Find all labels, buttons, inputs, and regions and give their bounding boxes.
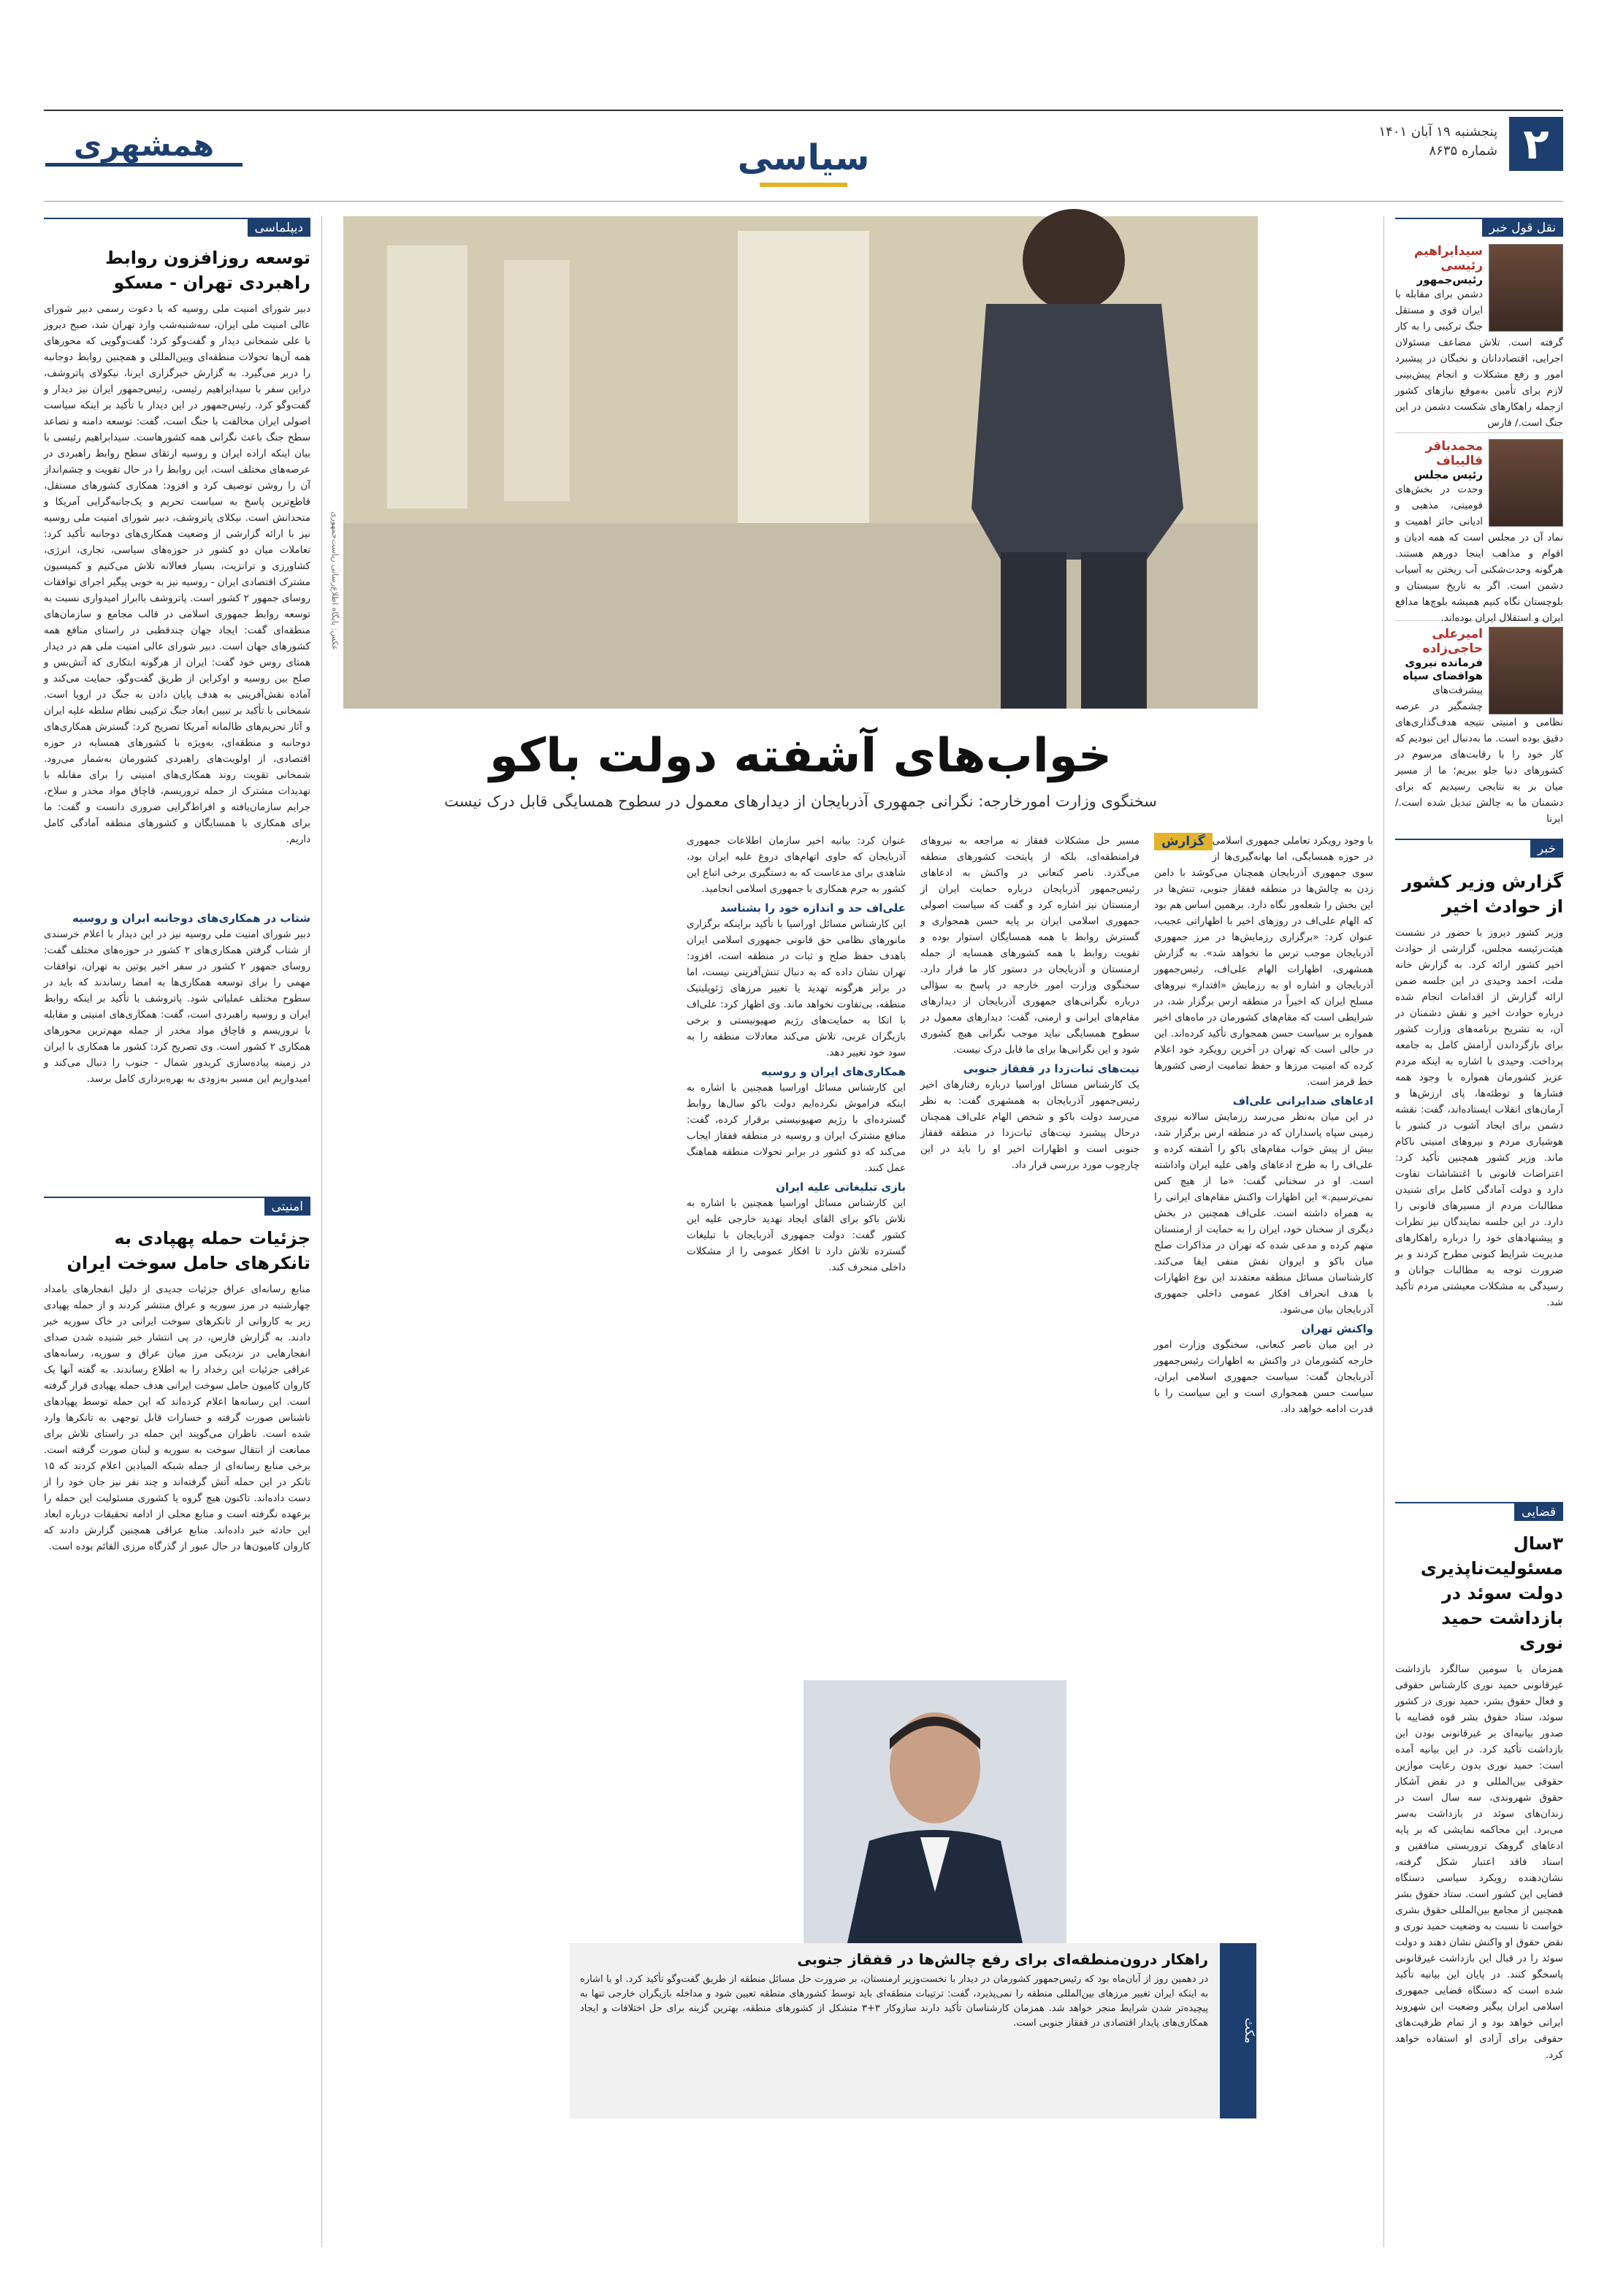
divider — [1395, 432, 1563, 433]
judicial-tag: قضایی — [1514, 1503, 1563, 1521]
main-subtitle: سخنگوی وزارت امورخارجه: نگرانی جمهوری آذربایجان از دیدارهای معمول در سطوح همسایگی قابل درک نیست — [444, 793, 1157, 810]
portrait-avatar — [1489, 627, 1563, 714]
header-bottom-rule — [44, 201, 1563, 202]
col1c-body: در این میان ناصر کنعانی، سخنگوی وزارت امور خارجه کشورمان در واکنش به اظهارات رئیس‌جمهور آذربایجان گفت: سیاست جمهوری اسلامی ایران، سیاست حسن همجواری است و این سیاست را با قدرت ادامه خواهد داد. — [1154, 1339, 1373, 1415]
judicial-title: ۳سال مسئولیت‌ناپذیری دولت سوئد در بازداشت حمید نوری — [1420, 1533, 1563, 1653]
main-headline: خواب‌های آشفته دولت باکو — [489, 729, 1112, 783]
col3-body: عنوان کرد: بیانیه اخیر سازمان اطلاعات جمهوری آذربایجان که حاوی اتهام‌های دروغ علیه ایران بود، شاهدی برای مدعاست که به دستگیری برخی اتباع این کشور به جرم همکاری با جمهوری اسلامی انجامید. — [687, 835, 906, 895]
quote-name: سیدابراهیم رئیسی — [1413, 244, 1483, 273]
news-body: وزیر کشور دیروز با حضور در نشست هیئت‌رئیسه مجلس، گزارشی از حوادث اخیر کشور ارائه کرد. به گزارش خانه ملت، احمد وحیدی در این جلسه ضمن ارائه گزارش از اقدامات انجام شده درباره حوادث اخیر و نقش دشمنان در آن، به تشریح برنامه‌های وزارت کشور برای بازگرداندن آرامش کامل به جامعه پرداخت. وحیدی با اشاره به اینکه مردم عزیز کشورمان همواره با وجود همه فشارها و توطئه‌ها، پای ارزش‌ها و آرمان‌های انقلاب ایستاده‌اند، گفت: نقشه دشمن برای ایجاد آشوب در کشور با هوشیاری مردم و نیروهای امنیتی ناکام ماند. وزیر کشور همچنین تأکید کرد: اعتراضات قانونی با اغتشاشات تفاوت دارد و دولت آمادگی کامل برای شنیدن مطالبات مردم از مسیرهای قانونی را دارد. در این جلسه نمایندگان نیز نظرات و پیشنهادهای خود را درباره راهکارهای مدیریت شرایط کنونی مطرح کردند و بر ضرورت توجه به مطالبات جوانان و رسیدگی به مشکلات معیشتی مردم تأکید شد. — [1395, 927, 1563, 1308]
inset-box — [570, 1943, 1256, 2118]
center-col-1 — [1154, 833, 1373, 1856]
portrait-avatar — [1489, 244, 1563, 332]
col3c-body: این کارشناس مسائل اوراسیا همچنین با اشاره به اینکه فراموش نکرده‌ایم دولت باکو سال‌ها روابط گسترده‌ای با رژیم صهیونیستی برقرار کرده، گفت: منافع مشترک ایران و روسیه در منطقه قفقاز ایجاب می‌کند که دو کشور در برابر تحولات منطقه هماهنگ عمل کنند. — [687, 1082, 906, 1174]
column-divider — [321, 216, 322, 2247]
photo-illustration-icon — [343, 216, 1258, 709]
inset-title: راهکار درون‌منطقه‌ای برای رفع چالش‌ها در قفقاز جنوبی — [797, 1950, 1208, 1968]
section-title: سیاسی — [737, 137, 870, 178]
subheading-claims: ادعاهای ضدایرانی علی‌اف — [1232, 1094, 1373, 1107]
security-tag: امنیتی — [264, 1198, 310, 1216]
quote-3 — [1395, 627, 1563, 825]
col1-body: با وجود رویکرد تعاملی جمهوری اسلامی در حوزه همسایگی، اما بهانه‌گیری‌ها از سوی جمهوری آذربایجان همچنان می‌کوشد با دامن زدن به چالش‌ها در منطقه قفقاز جنوبی، تنش‌ها در این بخش را شعله‌ور نگاه دارد. برهمین اساس هم بود که الهام علی‌اف در روزهای اخیر با اظهاراتی عجیب، عنوان کرد: «برگزاری رزمایش‌ها در مرز جمهوری آذربایجان موجب ترس ما نخواهد شد». به گزارش همشهری، اظهارات الهام علی‌اف، رئیس‌جمهور آذربایجان و اشاره او به رزمایش «اقتدار» نیروهای مسلح ایران که اخیراً در منطقه ارس برگزار شد، در شرایطی است که مقام‌های کشورمان در ماه‌های اخیر همواره بر سیاست حسن همجواری تأکید کرده‌اند. این در حالی است که تهران در آخرین رویکرد خود اعلام کرده که امنیت مرزها و حفظ تمامیت ارضی کشورها خط قرمز است. — [1154, 835, 1373, 1088]
col3d-body: این کارشناس مسائل اوراسیا همچنین با اشاره به تلاش باکو برای القای ایجاد تهدید خارجی علیه این کشور گفت: دولت جمهوری آذربایجان با تبلیغات گسترده تلاش دارد تا افکار عمومی را از مشکلات داخلی منحرف کند. — [687, 1197, 906, 1273]
report-tag: گزارش — [1154, 833, 1213, 850]
issue-date: پنجشنبه ۱۹ آبان ۱۴۰۱ — [1378, 124, 1497, 140]
judicial-section — [1395, 1502, 1563, 2070]
left-column — [44, 218, 310, 2114]
quote-1 — [1395, 244, 1563, 427]
paper-name: همشهری — [73, 127, 215, 163]
security-body: منابع رسانه‌ای عراق جزئیات جدیدی از دلیل انفجارهای بامداد چهارشنبه در مرز سوریه و عراق منتشر کردند و از حمله پهپادی زیر به کاروانی از تانکرهای سوخت ایرانی در خاک سوریه خبر دادند. به گزارش فارس، در پی انتشار خبر شنیده شدن صدای انفجارهایی در نزدیکی مرز میان عراق و سوریه، رسانه‌های عراقی جزئیات این رخداد را به اطلاع رساندند. به گفته آنها یک کاروان کامیون حامل سوخت ایرانی هدف حمله پهپادی قرار گرفته است. این رسانه‌ها اعلام کرده‌اند که این حمله توسط پهپادهای ناشناس صورت گرفته و خسارات قابل توجهی به تانکرها وارد شده است. ناظران می‌گویند این حمله در راستای تلاش برای ممانعت از انتقال سوخت به سوریه و لبنان صورت گرفته است. برخی منابع رسانه‌ای از جمله شبکه المیادین اعلام کردند که ۱۵ تانکر در این حمله آتش گرفته‌اند و چند نفر نیز جان خود را از دست داده‌اند. تاکنون هیچ گروه یا کشوری مسئولیت این حمله را برعهده نگرفته است و منابع محلی از ادامه تحقیقات درباره ابعاد این حادثه خبر داده‌اند. منابع عراقی همچنین گزارش دادند که کاروان کامیون‌ها در حال عبور از گذرگاه مرزی القائم بوده است. — [44, 1284, 310, 1552]
col1b-body: در این میان به‌نظر می‌رسد رزمایش سالانه نیروی زمینی سپاه پاسداران که در منطقه ارس برگزار شد، بیش از پیش خواب مقام‌های باکو را آشفته کرده و علی‌اف را به طرح ادعاهای واهی علیه ایران واداشته است. او در سخنانی گفت: «ما از هیچ کس نمی‌ترسیم.» این اظهارات واکنش مقام‌های ایرانی را به همراه داشته است. علی‌اف همچنین در بخش دیگری از سخنان خود، ایران را به حمایت از ارمنستان متهم کرده و مدعی شده که تهران در مذاکرات صلح میان باکو و ایروان نقش منفی ایفا می‌کند. کارشناسان مسائل منطقه معتقدند این نوع اظهارات با هدف انحراف افکار عمومی داخلی جمهوری آذربایجان بیان می‌شود. — [1154, 1111, 1373, 1316]
news-tag: خبر — [1530, 840, 1563, 858]
subheading-limits: علی‌اف حد و اندازه خود را بشناسد — [719, 901, 906, 915]
photo-caption: عکس: پایگاه اطلاع‌رسانی ریاست‌جمهوری — [330, 511, 340, 651]
center-col-2 — [920, 833, 1140, 1666]
spokesperson-photo — [804, 1680, 1066, 1943]
col2-body: مسیر حل مشکلات قفقاز نه مراجعه به نیروهای فرامنطقه‌ای، بلکه از پایتخت کشورهای منطقه می‌گذرد. ناصر کنعانی در واکنش به ادعاهای رئیس‌جمهور آذربایجان درباره حمایت ایران از ارمنستان نیز اشاره کرد و گفت که سیاست اصولی جمهوری اسلامی ایران بر پایه حسن همجواری و گسترش روابط با همه همسایگان استوار بوده و تقویت روابط با همه کشورهای همسایه از جمله ارمنستان و آذربایجان در دستور کار ما قرار دارد. سخنگوی وزارت امور خارجه در پاسخ به سؤالی درباره نگرانی‌های جمهوری آذربایجان از دیدارهای مقام‌های ایرانی و ارمنی، گفت: دیدارهای معمول در سطوح همسایگی نباید موجب نگرانی هیچ کشوری شود و این نگرانی‌ها برای ما قابل درک نیست. — [920, 835, 1140, 1056]
col2b-body: یک کارشناس مسائل اوراسیا درباره رفتارهای اخیر رئیس‌جمهور آذربایجان به همشهری گفت: به نظر می‌رسد دولت باکو و شخص الهام علی‌اف همچنان درحال پیشبرد نیت‌های ثبات‌زدا در منطقه قفقاز جنوبی است و اظهارات اخیر او را باید در این چارچوب مورد بررسی قرار داد. — [920, 1079, 1140, 1171]
quote-name: امیرعلی حاجی‌زاده — [1422, 627, 1483, 656]
news-title: گزارش وزیر کشور از حوادث اخیر — [1402, 872, 1563, 917]
security-title: جزئیات حمله پهپادی به تانکرهای حامل سوخت ایران — [66, 1228, 310, 1273]
subheading-tehran-reaction: واکنش تهران — [1301, 1322, 1373, 1335]
diplomacy-tail: دبیر شورای امنیت ملی روسیه نیز در این دیدار با اعلام خرسندی از شتاب گرفتن همکاری‌های ۲ کشور در حوزه‌های مختلف گفت: روسای جمهور ۲ کشور در سفر اخیر پوتین به تهران، توافقات مهمی را برای توسعه همکاری‌ها به امضا رساندند که باید در سطوح مختلف عملیاتی شود. پاتروشف با تأکید بر اینکه روابط ایران و روسیه راهبردی است، گفت: همکاری‌های امنیتی و مقابله با تروریسم و قاچاق مواد مخدر از جمله مهم‌ترین محورهای همکاری ۲ کشور است. وی تصریح کرد: کشور ما همکاری با ایران در زمینه پیاده‌سازی کریدور شمال - جنوب را دنبال می‌کند و امیدواریم این مسیر به‌زودی به بهره‌برداری کامل برسد. — [44, 928, 310, 1085]
paper-logo-icon — [45, 121, 243, 172]
quote-role: فرمانده نیروی هوافضای سپاه — [1402, 656, 1483, 682]
quote-name: محمدباقر قالیباف — [1425, 439, 1483, 468]
issue-number: شماره ۸۶۳۵ — [1429, 143, 1497, 159]
subheading-propaganda: بازی تبلیغاتی علیه ایران — [776, 1181, 906, 1194]
page-number: ۲ — [1509, 117, 1563, 171]
spokesperson-illustration-icon — [804, 1680, 1066, 1943]
portrait-avatar — [1489, 439, 1563, 527]
quote-text: پیشرفت‌های چشمگیر در عرصه نظامی و امنیتی نتیجه هدف‌گذاری‌های دقیق بوده است. ما به‌دنبال این نبودیم که کار خود را با رقابت‌های مرسوم در کشورهای دنیا جلو ببریم؛ ما از مسیر میان بر به نتایجی رسیدیم که برای دشمنان ما به چالش تبدیل شده است./ ایرنا — [1395, 684, 1563, 825]
inset-body: در دهمین روز از آبان‌ماه بود که رئیس‌جمهور کشورمان در دیدار با نخست‌وزیر ارمنستان، بر ضرورت حل مسائل منطقه از طریق گفت‌وگو تأکید کرد. او با اشاره به اینکه ایران تغییر مرزهای بین‌المللی منطقه را نمی‌پذیرد، گفت: ترتیبات منطقه‌ای باید توسط کشورهای منطقه تعیین شود و مداخله بازیگران خارجی تنها به پیچیده‌تر شدن شرایط منجر خواهد شد. همزمان کارشناسان تأکید دارند سازوکار ۳+۳ متشکل از کشورهای منطقه، بهترین گزینه برای حل اختلافات و ایجاد همکاری‌های پایدار اقتصادی در قفقاز جنوبی است. — [580, 1974, 1209, 2029]
diplomacy-subheading: شتاب در همکاری‌های دوجانبه ایران و روسیه — [72, 912, 310, 925]
quote-text: دشمن برای مقابله با ایران قوی و مستقل جنگ ترکیبی را به کار گرفته است. تلاش مضاعف مسئولان اجرایی، اقتصاددانان و نخبگان در پیشبرد امور و رفع مشکلات و انجام پیش‌بینی لازم برای تأمین به‌موقع نیازهای کشور ازجمله راهکارهای شکست دشمن در این جنگ است./ فارس — [1395, 289, 1563, 429]
right-column — [1395, 218, 1563, 2070]
date-block — [1378, 123, 1497, 161]
quote-2 — [1395, 439, 1563, 624]
inset-tag: مکث — [1220, 1943, 1256, 2118]
diplomacy-tag: دیپلماسی — [248, 219, 310, 237]
news-section — [1395, 839, 1563, 1480]
quotes-tag: نقل قول خبر — [1482, 219, 1563, 237]
quote-text: وحدت در بخش‌های قومیتی، مذهبی و ادیانی حائز اهمیت و نماد آن در مجلس است که همه ادیان و اقوام و مذاهب اینجا دورهم هستند. هرگونه وحدت‌شکنی آب ریختن به آسیاب دشمن است. اگر به تاریخ سیستان و بلوچستان نگاه کنیم همیشه بلوچ‌ها مدافع ایران و استقلال ایران بوده‌اند. — [1395, 484, 1563, 624]
header-top-rule — [44, 110, 1563, 111]
quote-role: رئیس مجلس — [1413, 468, 1483, 481]
main-photo — [343, 216, 1258, 709]
section-underline — [760, 183, 847, 187]
quote-role: رئیس‌جمهور — [1416, 273, 1483, 286]
diplomacy-body: دبیر شورای امنیت ملی روسیه که با دعوت رسمی دبیر شورای عالی امنیت ملی ایران، سه‌شنبه‌شب وارد تهران شد، صبح دیروز با علی شمخانی دیدار و گفت‌وگو کرد؛ گفت‌وگویی که محورهای همه آن‌ها تحولات منطقه‌ای وبین‌المللی و همچنین روابط دوجانبه را دربر می‌گیرد. به گزارش خبرگزاری ایرنا، نیکولای پاتروشف، دراین سفر با سیدابراهیم رئیسی، رئیس‌جمهور ایران نیز دیدار و گفت‌وگو کرد. رئیس‌جمهور در این دیدار با تأکید بر اینکه سیاست اصولی ایران مخالفت با جنگ است، گفت: توسعه دامنه و تصاعد سطح جنگ باعث نگرانی همه کشورهاست. سیدابراهیم رئیسی با بیان اینکه اراده ایران و روسیه ارتقای سطح روابط راهبردی در عرصه‌های مختلف است، این روابط را در حال تقویت و چشم‌انداز آن را روشن توصیف کرد و افزود: همکاری کشورهای مستقل، قاطع‌ترین پاسخ به سیاست تحریم و یک‌جانبه‌گرایی آمریکا و متحدانش است. نیکلای پاتروشف، دبیر شورای امنیت ملی روسیه نیز با ارائه گزارشی از وضعیت همکاری‌های دوجانبه تأکید کرد: تعاملات میان دو کشور در حوزه‌های سیاسی، تجاری، انرژی، کشاورزی و ترانزیت، بسیار فعالانه تلاش می‌کنیم و کمیسیون مشترک اقتصادی ایران - روسیه نیز به خوبی پیگیر اجرای توافقات روسای جمهور ۲ کشور است. پاتروشف باابراز امیدواری نسبت به توسعه روابط جمهوری اسلامی در قالب مجامع و سازمان‌های منطقه‌ای گفت: ایجاد جهان چندقطبی در راستای منافع همه کشورهای جهان است. دبیر شورای عالی امنیت ملی هم در دیدار همتای روس خود گفت: ایران از هرگونه ابتکاری که آتش‌بس و صلح بین روسیه و اوکراین از طریق گفت‌وگو، حمایت می‌کند و آماده نقش‌آفرینی به هدف پایان دادن به جنگ در اروپا است. شمخانی با تأکید بر تبیین ابعاد جنگ ترکیبی نظام سلطه علیه ایران و آثار تحریم‌های ظالمانه آمریکا تصریح کرد: گسترش همکاری‌های دوجانبه و منطقه‌ای، به‌ویژه با کشورهای همسایه در حوزه اقتصادی، از اولویت‌های راهبردی کشورمان به‌شمار می‌رود. شمخانی تقویت روند همکاری‌های امنیتی را برای مقابله با تهدیدات مشترک از جمله تروریسم، قاچاق مواد مخدر و سلاح، جرایم سازمان‌یافته و افراط‌گرایی ضروری دانست و گفت: ما برای همکاری با همسایگان و کشورهای منطقه آمادگی کامل داریم. — [44, 303, 310, 845]
paper-logo — [45, 121, 243, 172]
security-section — [44, 1197, 310, 2114]
diplomacy-title: توسعه روزافزون روابط راهبردی تهران - مسکو — [105, 248, 310, 293]
subheading-goals: نیت‌های ثبات‌زدا در قفقاز جنوبی — [963, 1062, 1140, 1075]
column-divider — [1383, 216, 1384, 2247]
col3b-body: این کارشناس مسائل اوراسیا با تأکید براینکه برگزاری مانورهای نظامی حق قانونی جمهوری اسلامی ایران باهدف حفظ صلح و ثبات در منطقه است، افزود: تهران نشان داده که به دنبال تنش‌آفرینی نیست، اما در برابر هرگونه تهدید یا تغییر مرزهای ژئوپلیتیک منطقه، بی‌تفاوت نخواهد ماند. وی اظهار کرد: علی‌اف با اتکا به حمایت‌های رژیم صهیونیستی و برخی بازیگران غربی، تلاش می‌کند معادلات منطقه را به سود خود تغییر دهد. — [687, 918, 906, 1059]
subheading-cooperation: همکاری‌های ایران و روسیه — [761, 1065, 906, 1078]
judicial-body: همزمان با سومین سالگرد بازداشت غیرقانونی حمید نوری کارشناس حقوقی و فعال حقوق بشر، حمید نوری در کشور سوئد، ستاد حقوق بشر قوه قضاییه با صدور بیانیه‌ای بر غیرقانونی بودن این بازداشت تأکید کرد. در این بیانیه آمده است: حمید نوری بدون رعایت موازین حقوقی بین‌المللی و در نقض آشکار حقوق شهروندی، سه سال است در زندان‌های سوئد در بازداشت به‌سر می‌برد. این محاکمه نمایشی که بر پایه ادعاهای گروهک تروریستی منافقین و اسناد فاقد اعتبار شکل گرفته، نشان‌دهنده رویکرد سیاسی دستگاه قضایی این کشور است. ستاد حقوق بشر همچنین از مجامع بین‌المللی حقوق بشری خواست تا نسبت به وضعیت حمید نوری و نقض حقوق او واکنش نشان دهند و دولت سوئد را در قبال این بازداشت غیرقانونی پاسخگو کنند. در پایان این بیانیه تأکید شده است که دستگاه قضایی جمهوری اسلامی ایران پیگیر وضعیت این شهروند ایرانی خواهد بود و از تمام ظرفیت‌های حقوقی برای آزادی او استفاده خواهد کرد. — [1395, 1663, 1563, 2061]
